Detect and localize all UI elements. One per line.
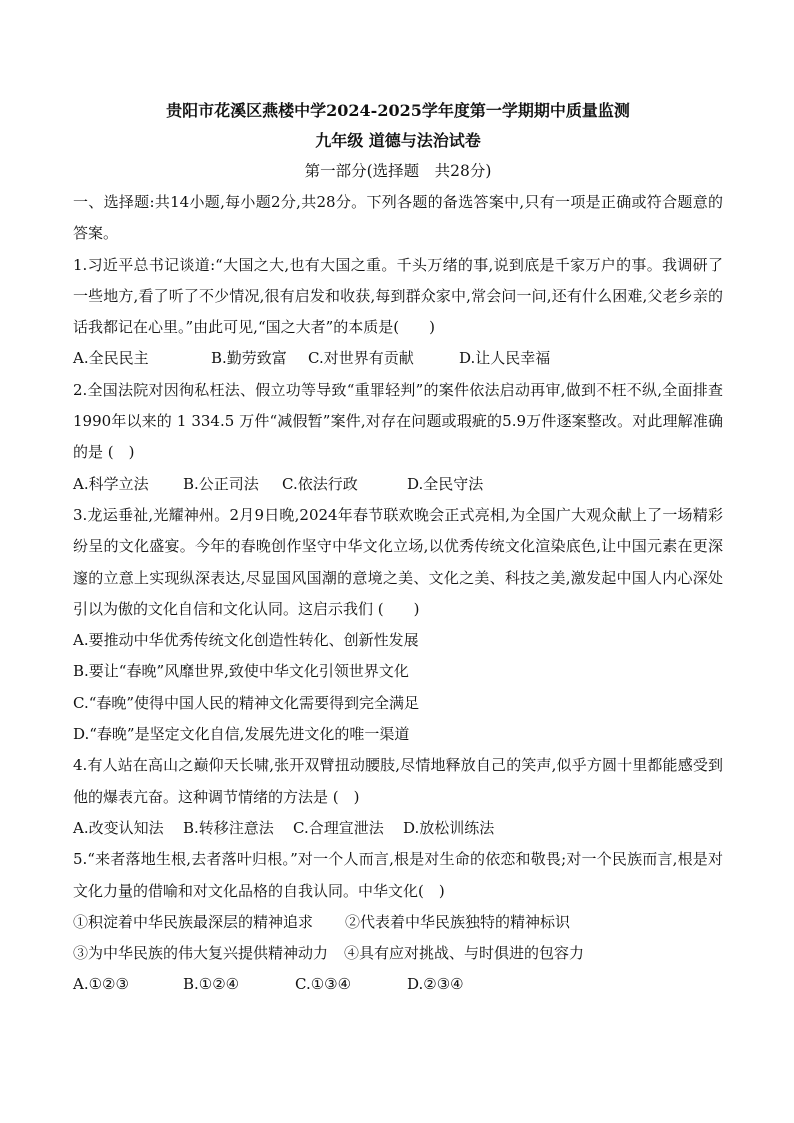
options-row <box>73 469 723 500</box>
options-row <box>73 343 723 374</box>
statement-3: ③为中华民族的伟大复兴提供精神动力 <box>73 944 329 963</box>
question-4 <box>73 750 723 844</box>
question-2 <box>73 375 723 500</box>
option-b: B.勤劳致富 <box>211 349 287 368</box>
option-b: B.要让“春晚”风靡世界,致使中华文化引领世界文化 <box>73 662 409 681</box>
question-1 <box>73 250 723 375</box>
option-d: D.放松训练法 <box>403 818 495 837</box>
statement-2: ②代表着中华民族独特的精神标识 <box>345 912 571 931</box>
option-d: D.“春晚”是坚定文化自信,发展先进文化的唯一渠道 <box>73 725 410 744</box>
option-b: B.转移注意法 <box>183 818 274 837</box>
section-instructions: 一、选择题:共14小题,每小题2分,共28分。下列各题的备选答案中,只有一项是正确或符合题意的答案。 <box>73 193 723 243</box>
option-b: B.公正司法 <box>183 474 259 493</box>
option-a: A.改变认知法 <box>73 818 164 837</box>
page-content <box>73 96 723 1001</box>
option-a: A.全民民主 <box>73 349 149 368</box>
option-c: C.合理宣泄法 <box>293 818 384 837</box>
option-c: C.“春晚”使得中国人民的精神文化需要得到完全满足 <box>73 693 420 712</box>
question-stem: 3.龙运垂祉,光耀神州。2月9日晚,2024年春节联欢晚会正式亮相,为全国广大观众献上了一场精彩纷呈的文化盛宴。今年的春晚创作坚守中华文化立场,以优秀传统文化渲染底色,让中国元素在更深邃的立意上实现纵深表达,尽显国风国潮的意境之美、文化之美、科技之美,激发起中国人内心深处引以为傲的文化自信和文化认同。这启示我们 ( ) <box>73 505 723 618</box>
question-stem: 2.全国法院对因徇私枉法、假立功等导致“重罪轻判”的案件依法启动再审,做到不枉不纵,全面排查 1990年以来的 1 334.5 万件“减假暂”案件,对存在问题或瑕疵的5.9万件逐案整改。对此理解准确的是 ( ) <box>73 380 723 462</box>
statement-row <box>73 907 723 938</box>
question-stem: 4.有人站在高山之巅仰天长啸,张开双臂扭动腰肢,尽情地释放自己的笑声,似乎方圆十里都能感受到他的爆表亢奋。这种调节情绪的方法是 ( ) <box>73 756 723 806</box>
part-heading: 第一部分(选择题 共28分) <box>304 162 492 180</box>
exam-subtitle: 九年级 道德与法治试卷 <box>315 131 481 150</box>
option-a: A.①②③ <box>73 975 129 994</box>
option-d: D.让人民幸福 <box>459 349 551 368</box>
option-a: A.要推动中华优秀传统文化创造性转化、创新性发展 <box>73 631 419 650</box>
question-stem: 5.“来者落地生根,去者落叶归根。”对一个人而言,根是对生命的依恋和敬畏;对一个民族而言,根是对文化力量的借喻和对文化品格的自我认同。中华文化( ) <box>73 850 723 900</box>
options-row <box>73 969 723 1000</box>
statement-1: ①积淀着中华民族最深层的精神追求 <box>73 912 314 931</box>
option-c: C.对世界有贡献 <box>308 349 414 368</box>
statement-4: ④具有应对挑战、与时俱进的包容力 <box>344 944 585 963</box>
options-row <box>73 813 723 844</box>
exam-title: 贵阳市花溪区燕楼中学2024-2025学年度第一学期期中质量监测 <box>166 101 630 120</box>
option-b: B.①②④ <box>183 975 240 994</box>
option-d: D.全民守法 <box>407 474 484 493</box>
question-5 <box>73 844 723 1000</box>
option-c: C.①③④ <box>295 975 352 994</box>
option-a: A.科学立法 <box>73 474 149 493</box>
question-3 <box>73 500 723 750</box>
question-stem: 1.习近平总书记谈道:“大国之大,也有大国之重。千头万绪的事,说到底是千家万户的事。我调研了一些地方,看了听了不少情况,很有启发和收获,每到群众家中,常会问一问,还有什么困难,父老乡亲的话我都记在心里。”由此可见,“国之大者”的本质是( ) <box>73 255 723 337</box>
statement-row <box>73 938 723 969</box>
option-c: C.依法行政 <box>282 474 358 493</box>
option-d: D.②③④ <box>407 975 464 994</box>
